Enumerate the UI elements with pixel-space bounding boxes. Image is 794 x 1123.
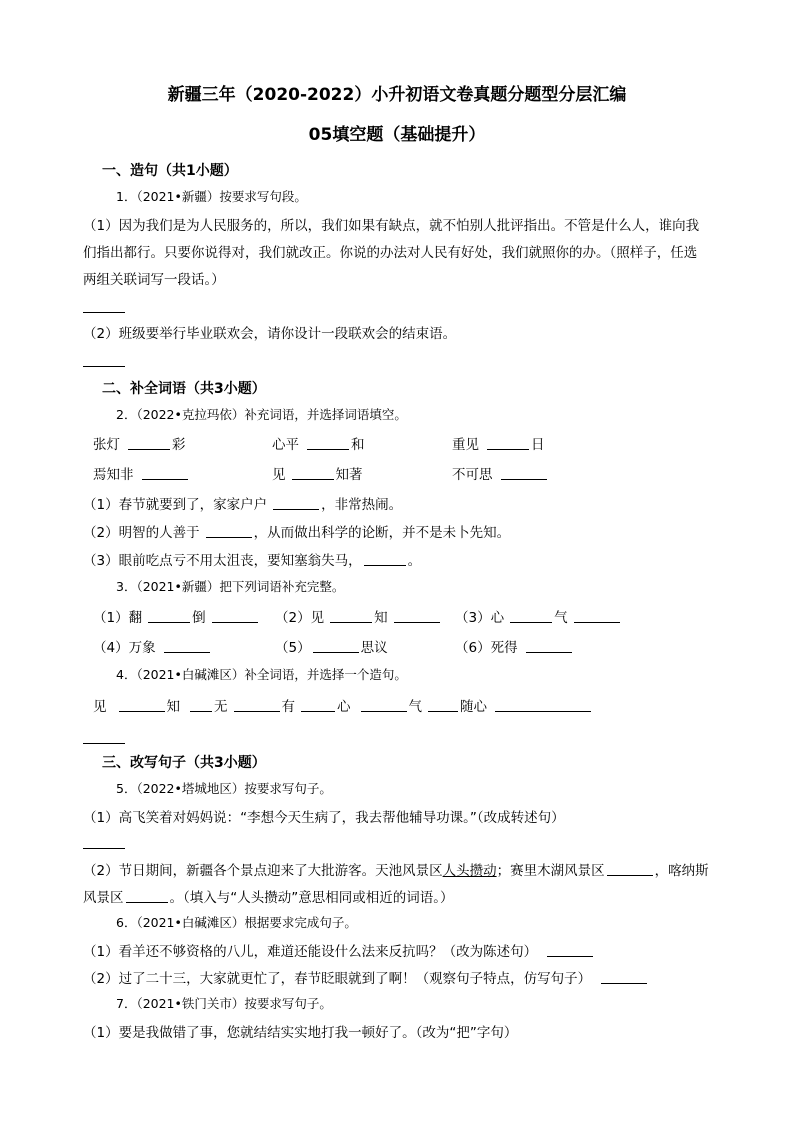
word-item: （5） 思议 [275,640,388,656]
question-6-part-2: （2）过了二十三，大家就更忙了，春节眨眼就到了啊！（观察句子特点，仿写句子） [83,967,649,987]
word-item: 不可思 [452,463,549,483]
answer-blank[interactable] [428,698,458,713]
word-item: 张灯 彩 [93,437,186,453]
word-item: （3）心 气 [455,606,622,626]
question-2-sentence-1: （1）春节就要到了，家家户户 ，非常热闹。 [83,497,403,513]
answer-blank[interactable] [190,698,212,713]
question-7-stem: 7．（2021•铁门关市）按要求写句子。 [116,996,332,1011]
question-4-words: 见 知 无 有 心 气 随心 [93,695,593,715]
question-5-part-2-line-2: 风景区 。（填入与“人头攒动”意思相同或相近的词语。） [83,890,454,906]
section-heading-3: 三、改写句子（共3小题） [102,755,266,771]
question-3-stem: 3．（2021•新疆）把下列词语补充完整。 [116,579,345,594]
answer-blank[interactable] [361,698,407,713]
section-heading-2: 二、补全词语（共3小题） [102,381,266,397]
answer-blank[interactable] [83,847,125,849]
answer-blank[interactable] [607,862,653,877]
answer-blank[interactable] [212,609,258,624]
answer-blank[interactable] [83,742,125,744]
answer-blank[interactable] [501,466,547,481]
question-1-part-2: （2）班级要举行毕业联欢会，请你设计一段联欢会的结束语。 [83,326,457,342]
answer-blank[interactable] [601,970,647,985]
word-item: 见 知著 [272,467,363,483]
question-4-stem: 4．（2021•白碱滩区）补全词语，并选择一个造句。 [116,667,407,682]
question-5-part-1: （1）高飞笑着对妈妈说：“李想今天生病了，我去帮他辅导功课。”（改成转述句） [83,810,565,826]
word-item: 重见 日 [452,437,545,453]
question-2-sentence-2: （2）明智的人善于 ，从而做出科学的论断，并不是未卜先知。 [83,525,511,541]
question-1-stem: 1．（2021•新疆）按要求写句段。 [116,189,307,204]
answer-blank[interactable] [126,889,168,904]
answer-blank[interactable] [142,466,188,481]
answer-blank[interactable] [330,609,372,624]
section-heading-1: 一、造句（共1小题） [102,163,238,179]
answer-blank[interactable] [206,524,252,539]
question-1-part-1-line-2: 们指出都行。只要你说得对，我们就改正。你说的办法对人民有好处，我们就照你的办。（照样子，任选 [83,245,698,261]
question-1-part-1-line-1: （1）因为我们是为人民服务的，所以，我们如果有缺点，就不怕别人批评指出。不管是什么人，谁向我 [83,218,700,234]
word-item: （2）见 知 [275,606,442,626]
document-title-line-2: 05填空题（基础提升） [308,125,486,145]
question-7-part-1: （1）要是我做错了事，您就结结实实地打我一顿好了。（改为“把”字句） [83,1025,518,1041]
answer-blank[interactable] [574,609,620,624]
question-5-part-2-line-1: （2）节日期间，新疆各个景点迎来了大批游客。天池风景区人头攒动；赛里木湖风景区 ，喀纳斯 [83,863,709,879]
question-2-stem: 2．（2022•克拉玛依）补充词语，并选择词语填空。 [116,407,407,422]
answer-blank[interactable] [148,609,190,624]
answer-blank[interactable] [547,943,593,958]
question-5-stem: 5．（2022•塔城地区）按要求写句子。 [116,781,332,796]
answer-blank[interactable] [495,698,591,713]
question-1-part-1-line-3: 两组关联词写一段话。） [83,272,225,288]
answer-blank[interactable] [234,698,280,713]
document-title-line-1: 新疆三年（2020-2022）小升初语文卷真题分题型分层汇编 [167,85,627,105]
answer-blank[interactable] [273,496,319,511]
question-6-part-1: （1）看羊还不够资格的八儿，难道还能设什么法来反抗吗？（改为陈述句） [83,940,595,960]
answer-blank[interactable] [164,639,210,654]
answer-blank[interactable] [307,436,349,451]
word-item: 心平 和 [272,437,365,453]
word-item: （6）死得 [455,636,574,656]
answer-blank[interactable] [313,639,359,654]
answer-blank[interactable] [364,552,406,567]
answer-blank[interactable] [128,436,170,451]
answer-blank[interactable] [394,609,440,624]
answer-blank[interactable] [526,639,572,654]
question-6-stem: 6．（2021•白碱滩区）根据要求完成句子。 [116,915,357,930]
word-item: 焉知非 [93,463,190,483]
answer-blank[interactable] [510,609,552,624]
question-2-sentence-3: （3）眼前吃点亏不用太沮丧，要知塞翁失马， 。 [83,553,422,569]
answer-blank[interactable] [487,436,529,451]
word-item: （1）翻 倒 [93,606,260,626]
word-item: （4）万象 [93,636,212,656]
answer-blank[interactable] [292,466,334,481]
answer-blank[interactable] [83,311,125,313]
answer-blank[interactable] [119,698,165,713]
answer-blank[interactable] [301,698,335,713]
answer-blank[interactable] [83,365,125,367]
